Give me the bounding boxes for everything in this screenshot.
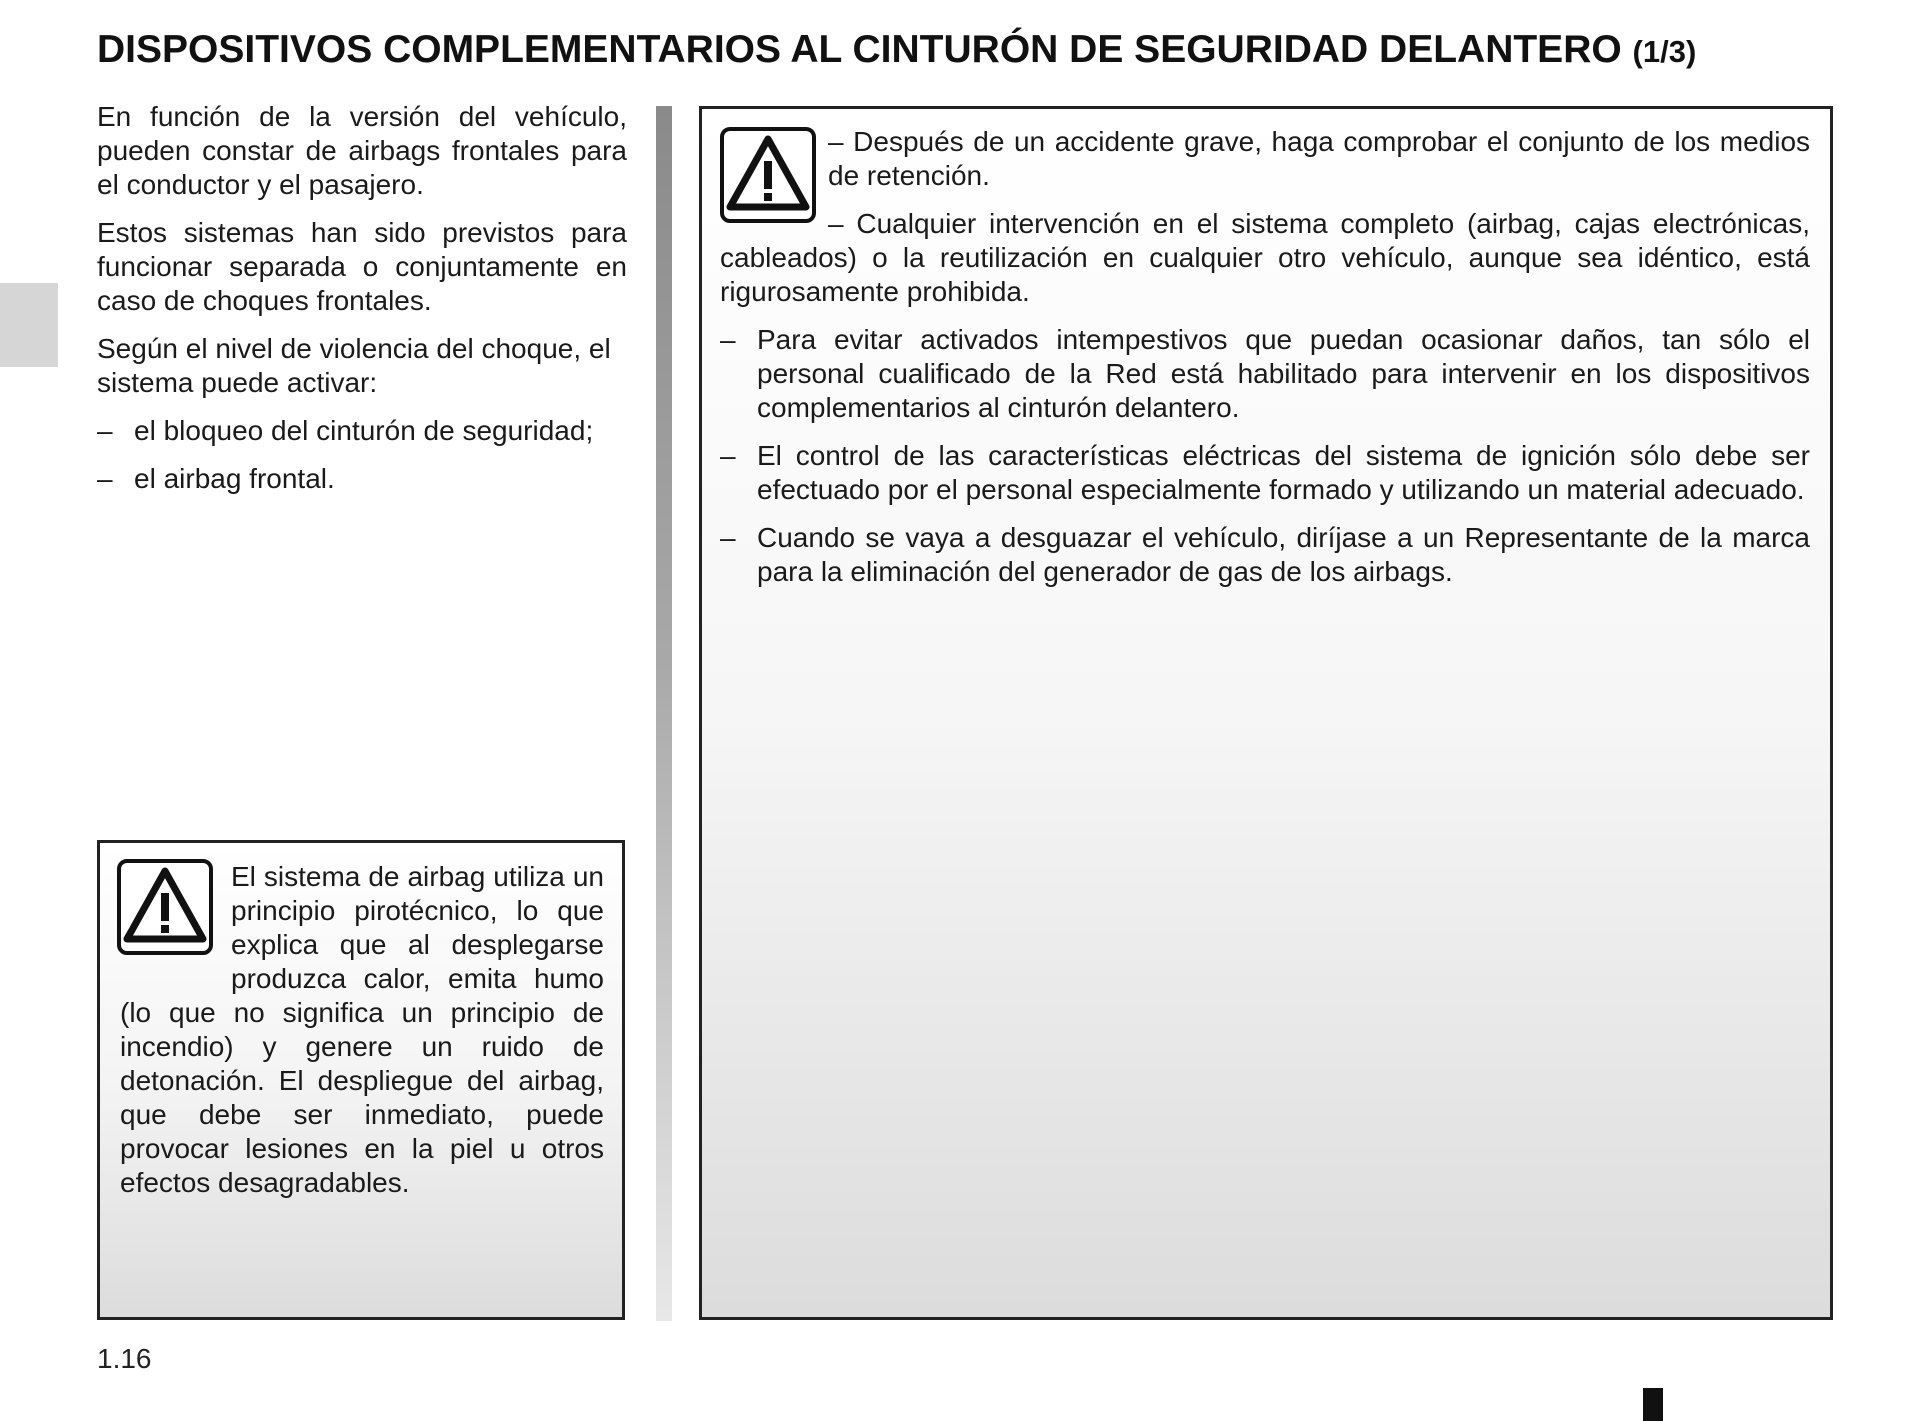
warning-item-text: Cuando se vaya a desguazar el vehículo, diríjase a un Representante de la marca para la eliminación del generador de gas de los airbags. bbox=[757, 522, 1810, 587]
warning-text-content: El sistema de airbag utiliza un principio pirotécnico, lo que explica que al desplegarse produzca calor, emita humo (lo que no significa un principio de incendio) y genere un ruido de detonación. El despliegue del airbag, que debe ser inmediato, puede provocar lesiones en la piel u otros efectos desagradables. bbox=[120, 861, 604, 1198]
warning-item-text: Después de un accidente grave, haga comprobar el conjunto de los medios de retención. bbox=[828, 126, 1811, 191]
warning-item bbox=[720, 207, 1810, 309]
page-title bbox=[97, 28, 1857, 72]
section-side-tab bbox=[0, 283, 58, 367]
list-item-text: el airbag frontal. bbox=[134, 463, 335, 494]
warning-dash: – bbox=[828, 208, 844, 239]
warning-dash: – bbox=[828, 126, 844, 157]
list-item bbox=[97, 462, 627, 496]
page-title-text: DISPOSITIVOS COMPLEMENTARIOS AL CINTURÓN DE SEGURIDAD DELANTERO bbox=[97, 28, 1622, 71]
column-divider bbox=[656, 106, 672, 1321]
warning-dash: – bbox=[720, 440, 736, 471]
warning-list bbox=[720, 125, 1810, 603]
list-dash: – bbox=[97, 415, 113, 446]
warning-item-text: Para evitar activados intempestivos que puedan ocasionar daños, tan sólo el personal cualificado de la Red está habilitado para intervenir en los dispositivos complementarios al cinturón delantero. bbox=[757, 324, 1810, 423]
warning-dash: – bbox=[720, 522, 736, 553]
page-part-indicator: (1/3) bbox=[1632, 34, 1697, 69]
pyrotechnic-warning-box bbox=[97, 840, 625, 1320]
page-number: 1.16 bbox=[97, 1343, 152, 1374]
systems-paragraph: Estos sistemas han sido previstos para funcionar separada o conjuntamente en caso de choques frontales. bbox=[97, 217, 627, 316]
activation-paragraph: Según el nivel de violencia del choque, el sistema puede activar: bbox=[97, 333, 611, 398]
list-item-text: el bloqueo del cinturón de seguridad; bbox=[134, 415, 594, 446]
safety-warning-box bbox=[699, 106, 1833, 1320]
intro-paragraph: En función de la versión del vehículo, pueden constar de airbags frontales para el conductor y el pasajero. bbox=[97, 101, 627, 200]
page-corner-mark bbox=[1643, 1388, 1663, 1421]
warning-item bbox=[720, 521, 1810, 589]
warning-item-text: El control de las características eléctricas del sistema de ignición sólo debe ser efectuado por el personal especialmente formado y utilizando un material adecuado. bbox=[757, 440, 1810, 505]
left-column bbox=[97, 100, 627, 510]
warning-item bbox=[720, 323, 1810, 425]
warning-item-text: Cualquier intervención en el sistema completo (airbag, cajas electrónicas, cableados) o la reutilización en cualquier otro vehículo, aunque sea idéntico, está rigurosamente prohibida. bbox=[720, 208, 1810, 307]
warning-dash: – bbox=[720, 324, 736, 355]
list-dash: – bbox=[97, 463, 113, 494]
warning-text bbox=[120, 860, 604, 1200]
list-item bbox=[97, 414, 627, 448]
warning-item bbox=[720, 439, 1810, 507]
warning-item bbox=[720, 125, 1810, 193]
